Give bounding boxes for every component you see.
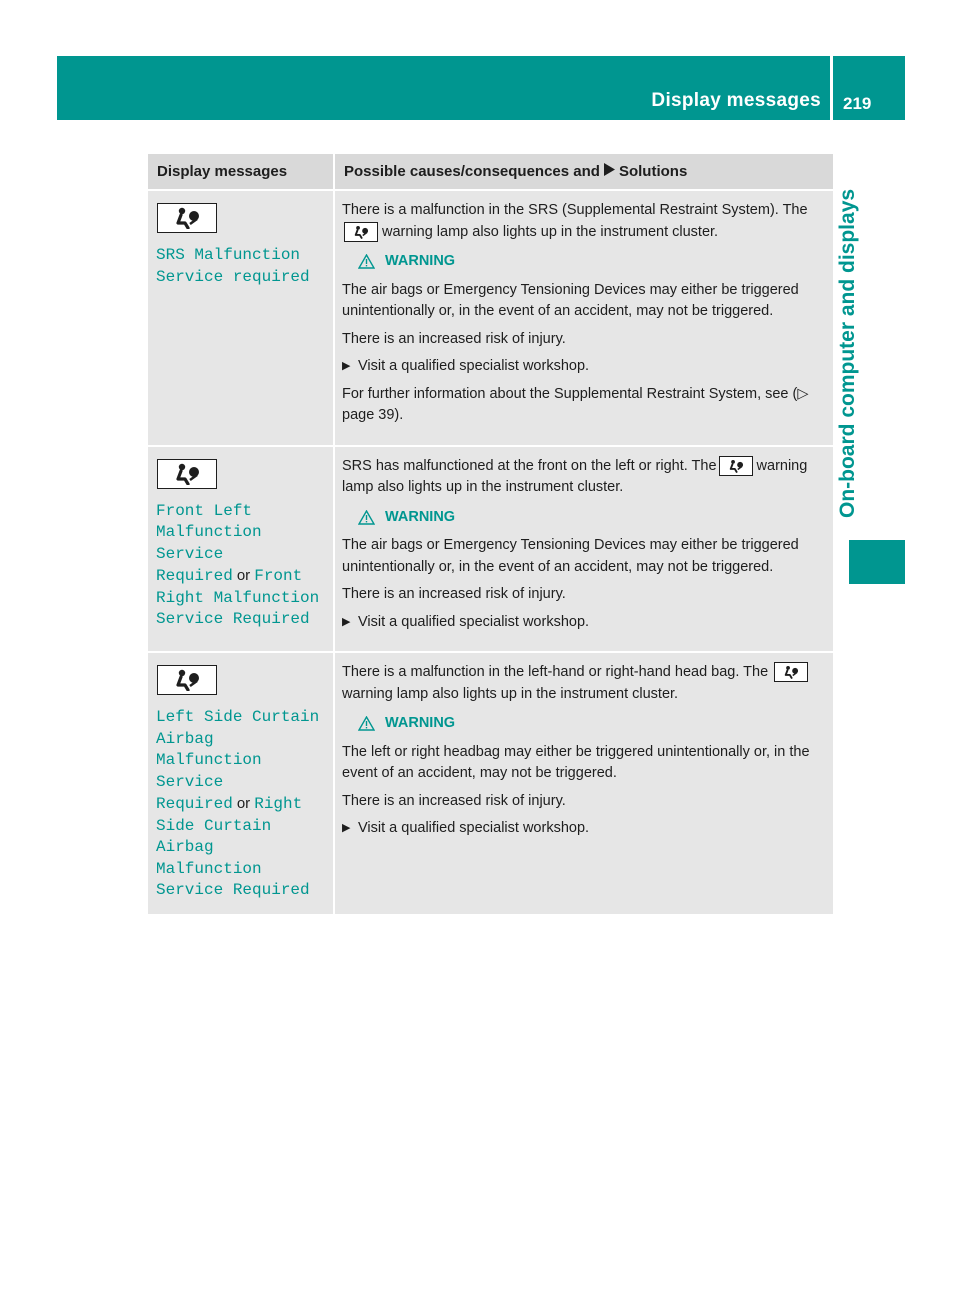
display-message-line: Front Left <box>156 501 253 520</box>
col-header-solutions <box>334 154 833 190</box>
display-message-line: Service Required <box>156 610 310 628</box>
display-message-line <box>156 793 325 816</box>
airbag-warning-lamp-icon <box>774 662 808 682</box>
solution-cell <box>334 446 833 653</box>
display-message-line: Right Malfunction <box>156 588 320 607</box>
display-message-line: SRS Malfunction <box>156 246 301 264</box>
display-messages-table <box>148 154 833 914</box>
right-triangle-arrow-icon: ▶ <box>342 615 351 628</box>
action-text: Visit a qualified specialist workshop. <box>358 358 590 374</box>
message-cell <box>148 190 334 446</box>
action-item <box>342 818 827 840</box>
warning-heading <box>358 251 827 273</box>
side-tab-label: On-board computer and displays <box>836 188 859 518</box>
warning-heading <box>358 713 827 735</box>
or-text: or <box>236 567 251 584</box>
display-message-fragment: Front <box>254 567 303 585</box>
header-title: Display messages <box>651 90 821 111</box>
display-message-line: Service <box>156 772 224 791</box>
warning-label: WARNING <box>385 508 456 525</box>
message-cell <box>148 652 334 914</box>
risk-text: There is an increased risk of injury. <box>342 586 566 602</box>
table-row <box>148 652 833 914</box>
display-message-line <box>156 565 325 588</box>
cause-text-cont: warning lamp also lights up in the instrument cluster. <box>382 223 719 240</box>
action-text: Visit a qualified specialist workshop. <box>358 613 590 630</box>
display-message-line: Left Side Curtain <box>156 708 320 726</box>
airbag-warning-lamp-icon <box>719 456 753 476</box>
warning-heading <box>358 507 827 529</box>
risk-text: There is an increased risk of injury. <box>342 792 566 809</box>
warning-text: The air bags or Emergency Tensioning Devices may either be triggered unintentionally or, in the event of an accident, may not be triggered. <box>342 537 799 575</box>
page-number: 219 <box>843 94 872 113</box>
display-message-line: Service Required <box>156 881 310 899</box>
col-header-display-messages: Display messages <box>148 154 334 190</box>
cause-text: SRS has malfunctioned at the front on the left or right. The <box>342 457 717 474</box>
right-triangle-arrow-icon: ▶ <box>342 822 351 834</box>
airbag-warning-lamp-icon <box>157 203 217 233</box>
warning-text: The air bags or Emergency Tensioning Devices may either be triggered unintentionally or, in the event of an accident, may not be triggered. <box>342 281 799 319</box>
cause-text-cont: warning lamp also lights up in the instrument cluster. <box>342 457 808 495</box>
warning-label: WARNING <box>385 253 456 269</box>
display-message-line: Airbag Malfunction <box>156 838 262 878</box>
message-cell <box>148 446 334 653</box>
cause-paragraph <box>342 662 827 705</box>
solution-cell <box>334 190 833 446</box>
display-message-line: Malfunction <box>156 523 262 541</box>
action-item <box>342 356 827 378</box>
col-header-causes-text: Possible causes/consequences and <box>344 163 600 180</box>
or-text: or <box>236 795 251 812</box>
display-message-line: Service <box>156 544 224 563</box>
airbag-warning-lamp-icon <box>157 459 217 489</box>
table-row <box>148 190 833 446</box>
reference-note: For further information about the Supplemental Restraint System, see (▷ page 39). <box>342 385 809 423</box>
display-message-fragment: Right <box>254 795 303 813</box>
action-item <box>342 612 827 634</box>
side-tab-block <box>849 540 905 584</box>
right-triangle-arrow-icon: ▶ <box>342 360 351 372</box>
right-triangle-arrow-icon <box>604 163 615 180</box>
airbag-warning-lamp-icon <box>157 665 217 695</box>
warning-label: WARNING <box>385 715 456 731</box>
display-message-line: Side Curtain <box>156 816 272 835</box>
cause-text: There is a malfunction in the left-hand or right-hand head bag. The <box>342 664 769 680</box>
airbag-warning-lamp-icon <box>344 222 378 242</box>
display-message-fragment: Required <box>156 567 233 585</box>
solution-cell <box>334 652 833 914</box>
display-message-fragment: Required <box>156 795 233 813</box>
warning-triangle-icon <box>358 716 375 731</box>
risk-text: There is an increased risk of injury. <box>342 330 566 347</box>
header-divider <box>830 56 833 120</box>
cause-paragraph <box>342 456 827 499</box>
col-header-solutions-text: Solutions <box>618 163 688 180</box>
table-header-row <box>148 154 833 190</box>
warning-text: The left or right headbag may either be triggered unintentionally or, in the event of an accident, may not be triggered. <box>342 743 810 781</box>
action-text: Visit a qualified specialist workshop. <box>358 820 590 836</box>
warning-triangle-icon <box>358 510 375 525</box>
display-message-line: Airbag Malfunction <box>156 729 262 769</box>
cause-paragraph <box>342 200 827 243</box>
cause-text-cont: warning lamp also lights up in the instrument cluster. <box>342 685 679 702</box>
display-message-line: Service required <box>156 267 310 286</box>
table-row <box>148 446 833 653</box>
cause-text: There is a malfunction in the SRS (Supplemental Restraint System). The <box>342 202 808 218</box>
warning-triangle-icon <box>358 254 375 269</box>
page-header <box>57 56 905 120</box>
